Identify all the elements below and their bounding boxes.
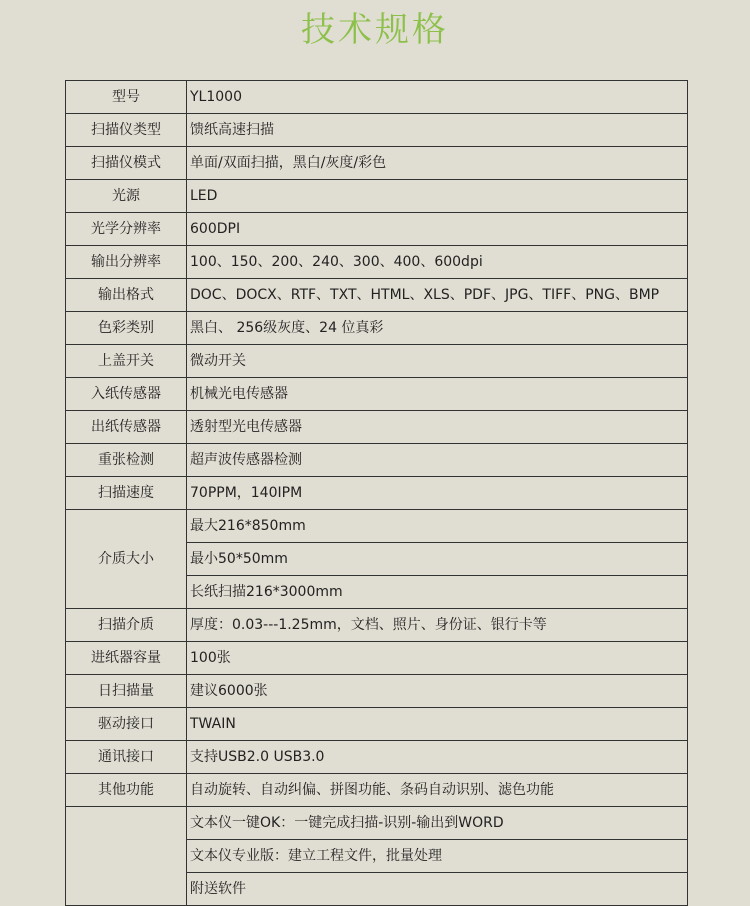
spec-value: 馈纸高速扫描	[187, 114, 688, 147]
spec-label: 出纸传感器	[66, 411, 187, 444]
spec-value: 附送软件	[187, 873, 688, 906]
table-row	[66, 675, 688, 708]
spec-value: 100张	[187, 642, 688, 675]
spec-value: DOC、DOCX、RTF、TXT、HTML、XLS、PDF、JPG、TIFF、PNG、BMP	[187, 279, 688, 312]
spec-value: 透射型光电传感器	[187, 411, 688, 444]
spec-label: 扫描仪类型	[66, 114, 187, 147]
table-row	[66, 510, 688, 543]
spec-value: 机械光电传感器	[187, 378, 688, 411]
spec-value: 黑白、 256级灰度、24 位真彩	[187, 312, 688, 345]
table-row	[66, 708, 688, 741]
spec-label	[66, 807, 187, 906]
table-row	[66, 411, 688, 444]
table-row	[66, 807, 688, 840]
table-row	[66, 213, 688, 246]
spec-label: 光学分辨率	[66, 213, 187, 246]
spec-label: 日扫描量	[66, 675, 187, 708]
table-row	[66, 279, 688, 312]
table-row	[66, 345, 688, 378]
spec-value: 文本仪一键OK：一键完成扫描-识别-输出到WORD	[187, 807, 688, 840]
spec-label: 扫描仪模式	[66, 147, 187, 180]
table-row	[66, 378, 688, 411]
table-row	[66, 477, 688, 510]
spec-value: 超声波传感器检测	[187, 444, 688, 477]
spec-table-body	[66, 81, 688, 906]
spec-label: 扫描速度	[66, 477, 187, 510]
spec-value: 厚度：0.03---1.25mm，文档、照片、身份证、银行卡等	[187, 609, 688, 642]
spec-value: 最大216*850mm	[187, 510, 688, 543]
spec-value: 100、150、200、240、300、400、600dpi	[187, 246, 688, 279]
spec-label: 扫描介质	[66, 609, 187, 642]
spec-value: 单面/双面扫描，黑白/灰度/彩色	[187, 147, 688, 180]
table-row	[66, 246, 688, 279]
spec-label: 介质大小	[66, 510, 187, 609]
spec-label: 进纸器容量	[66, 642, 187, 675]
spec-label: 输出分辨率	[66, 246, 187, 279]
spec-value: 支持USB2.0 USB3.0	[187, 741, 688, 774]
table-row	[66, 609, 688, 642]
spec-value: 长纸扫描216*3000mm	[187, 576, 688, 609]
table-row	[66, 741, 688, 774]
spec-label: 上盖开关	[66, 345, 187, 378]
spec-value: LED	[187, 180, 688, 213]
spec-value: 建议6000张	[187, 675, 688, 708]
spec-label: 输出格式	[66, 279, 187, 312]
spec-label: 重张检测	[66, 444, 187, 477]
spec-value: 600DPI	[187, 213, 688, 246]
spec-label: 型号	[66, 81, 187, 114]
spec-value: 自动旋转、自动纠偏、拼图功能、条码自动识别、滤色功能	[187, 774, 688, 807]
table-row	[66, 81, 688, 114]
spec-table	[65, 80, 688, 906]
spec-value: 70PPM，140IPM	[187, 477, 688, 510]
spec-value: TWAIN	[187, 708, 688, 741]
spec-label: 光源	[66, 180, 187, 213]
table-row	[66, 642, 688, 675]
table-row	[66, 114, 688, 147]
table-row	[66, 774, 688, 807]
spec-value: 微动开关	[187, 345, 688, 378]
table-row	[66, 444, 688, 477]
table-row	[66, 180, 688, 213]
spec-value: 文本仪专业版：建立工程文件，批量处理	[187, 840, 688, 873]
spec-label: 入纸传感器	[66, 378, 187, 411]
spec-label: 其他功能	[66, 774, 187, 807]
table-row	[66, 147, 688, 180]
table-row	[66, 312, 688, 345]
page-title: 技术规格	[301, 10, 449, 50]
spec-label: 驱动接口	[66, 708, 187, 741]
spec-label: 通讯接口	[66, 741, 187, 774]
spec-label: 色彩类别	[66, 312, 187, 345]
spec-value: 最小50*50mm	[187, 543, 688, 576]
spec-value: YL1000	[187, 81, 688, 114]
